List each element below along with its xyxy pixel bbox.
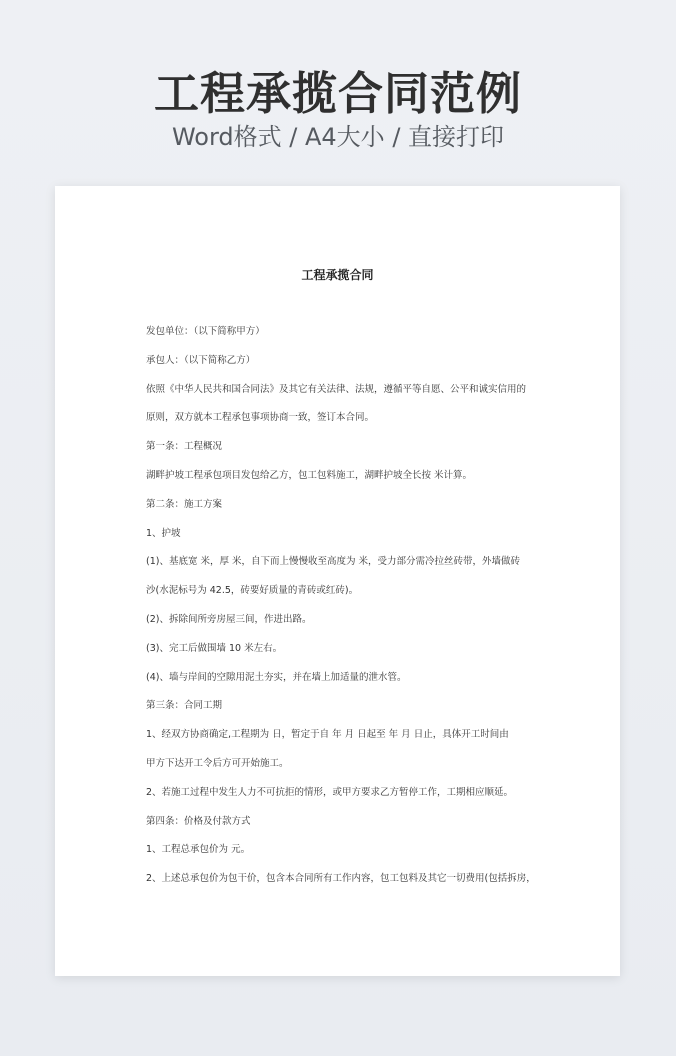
document-line: (1)、基底宽 米，厚 米，自下而上慢慢收至高度为 米，受力部分需冷拉丝砖带，外墙做砖 — [146, 556, 521, 568]
document-line: 1、经双方协商确定,工程期为 日，暂定于自 年 月 日起至 年 月 日止，具体开工时间由 — [146, 729, 509, 741]
document-line: 2、若施工过程中发生人力不可抗拒的情形，或甲方要求乙方暂停工作，工期相应顺延。 — [146, 786, 514, 798]
document-line: 湖畔护坡工程承包项目发包给乙方，包工包料施工，湖畔护坡全长按 米计算。 — [146, 469, 473, 481]
document-line: (3)、完工后做围墙 10 米左右。 — [146, 642, 283, 654]
document-line: 甲方下达开工令后方可开始施工。 — [146, 757, 289, 769]
document-body — [146, 323, 541, 899]
document-line: 沙(水泥标号为 42.5，砖要好质量的青砖或红砖)。 — [146, 585, 359, 597]
document-line: 承包人：（以下简称乙方） — [146, 354, 256, 366]
document-line: 2、上述总承包价为包干价，包含本合同所有工作内容，包工包料及其它一切费用(包括拆房， — [146, 873, 536, 885]
document-line: 发包单位：（以下简称甲方） — [146, 326, 265, 337]
document-line: 1、护坡 — [146, 527, 181, 539]
document-title: 工程承揽合同 — [301, 268, 374, 282]
page-title: 工程承揽合同范例 — [153, 67, 522, 120]
page-subtitle: Word格式 / A4大小 / 直接打印 — [171, 123, 505, 151]
document-line: 第四条：价格及付款方式 — [146, 815, 251, 827]
document-page — [55, 186, 620, 976]
document-line: (2)、拆除间所旁房屋三间，作进出路。 — [146, 613, 312, 625]
document-line: 原则，双方就本工程承包事项协商一致，签订本合同。 — [146, 412, 375, 424]
document-line: 第一条：工程概况 — [146, 441, 223, 453]
document-line: 第三条：合同工期 — [146, 700, 223, 712]
document-line: 第二条：施工方案 — [146, 498, 223, 510]
document-line: 依照《中华人民共和国合同法》及其它有关法律、法规，遵循平等自愿、公平和诚实信用的 — [146, 383, 527, 395]
document-line: 1、工程总承包价为 元。 — [146, 844, 251, 856]
document-line: (4)、墙与岸间的空隙用泥土夯实，并在墙上加适量的泄水管。 — [146, 671, 407, 683]
